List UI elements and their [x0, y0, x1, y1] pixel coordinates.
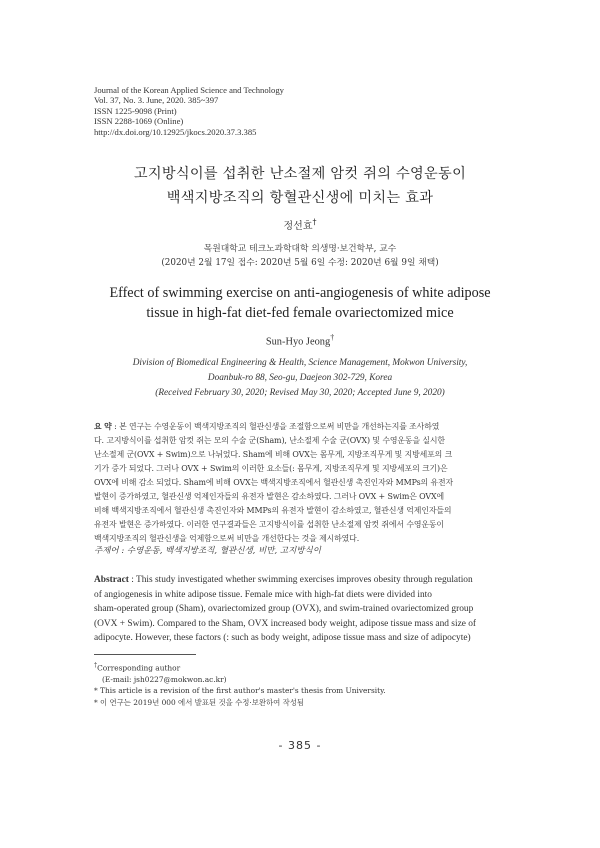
korean-author-name: 정선효 [283, 221, 313, 232]
english-affiliation-line-1: Division of Biomedical Engineering & Health, Science Management, Mokwon University, [132, 358, 468, 368]
korean-abstract-line: 난소절제 군(OVX + Swim)으로 나뉘었다. Sham에 비해 OVX는 몸무게, 지방조직무게 및 지방세포의 크 [94, 450, 453, 459]
english-title-line-1: Effect of swimming exercise on anti-angiogenesis of white adipose [109, 285, 491, 301]
english-affiliation [0, 356, 600, 401]
english-author [0, 333, 600, 347]
english-abstract-line: (OVX + Swim). Compared to the Sham, OVX increased body weight, adipose tissue mass and size of [94, 618, 477, 629]
korean-title [60, 162, 540, 210]
journal-issn-print: ISSN 1225-9098 (Print) [94, 105, 177, 116]
english-dates-line: (Received February 30, 2020; Revised May 30, 2020; Accepted June 9, 2020) [155, 388, 445, 398]
english-abstract-line: sham-operated group (Sham), ovariectomized group (OVX), and swim-trained ovariectomized group [94, 604, 474, 614]
korean-affiliation-line-1: 목원대학교 테크노과학대학 의생명·보건학부, 교수 [203, 244, 397, 254]
korean-abstract-line: 백색지방조직의 혈관신생을 억제함으로써 비만을 개선한다는 것을 제시하였다. [94, 534, 360, 543]
footnotes [94, 660, 386, 708]
english-title [40, 283, 560, 323]
corresponding-author-label: Corresponding author [97, 663, 181, 673]
english-author-mark: † [330, 333, 335, 342]
english-author-name: Sun-Hyo Jeong [265, 336, 331, 348]
korean-abstract-line: 비해 백색지방조직에서 혈관신생 촉진인자와 MMPs의 유전자 발현이 감소하였고, 혈관신생 억제인자들의 [94, 506, 452, 515]
journal-header [94, 85, 284, 137]
korean-title-line-1: 고지방식이를 섭취한 난소절제 암컷 쥐의 수영운동이 [133, 166, 467, 182]
korean-abstract-label: 요 약 [94, 422, 112, 431]
journal-name: Journal of the Korean Applied Science and Technology [94, 85, 284, 95]
korean-abstract-line: 유전자 발현은 증가하였다. 이러한 연구결과들은 고지방식이를 섭취한 난소절제 암컷 쥐에서 수영운동이 [94, 520, 444, 529]
english-title-line-2: tissue in high-fat diet-fed female ovariectomized mice [146, 305, 454, 321]
journal-issn-online: ISSN 2288-1069 (Online) [94, 116, 184, 127]
english-abstract-line: adipocyte. However, these factors (: such as body weight, adipose tissue mass and size of adipocyte) [94, 633, 471, 643]
korean-affiliation [0, 242, 600, 270]
journal-doi: http://dx.doi.org/10.12925/jkocs.2020.37.3.385 [94, 126, 257, 137]
footnote-thesis-english: * This article is a revision of the first author's master's thesis from University. [94, 686, 386, 696]
korean-abstract-line: : 본 연구는 수영운동이 백색지방조직의 혈관신생을 조절함으로써 비만을 개선하는지를 조사하였 [111, 422, 440, 431]
korean-abstract-line: 발현이 증가하였고, 혈관신생 억제인자들의 유전자 발현은 감소하였다. 그러나 OVX + Swim은 OVX에 [94, 492, 445, 501]
footnote-thesis-korean: * 이 연구는 2019년 000 에서 발표된 것을 수정·보완하여 작성됨 [94, 697, 305, 707]
english-abstract-line: : This study investigated whether swimming exercises improves obesity through regulation [128, 575, 473, 585]
korean-author [0, 217, 600, 232]
korean-abstract-line: 기가 증가 되었다. 그러나 OVX + Swim의 이러한 요소들(: 몸무게, 지방조직무게 및 지방세포의 크기)은 [94, 464, 448, 473]
english-abstract-line: of angiogenesis in white adipose tissue. Female mice with high-fat diets were divided into [94, 589, 432, 600]
korean-abstract [94, 420, 518, 546]
korean-abstract-line: 다. 고지방식이를 섭취한 암컷 쥐는 모의 수술 군(Sham), 난소절제 수술 군(OVX) 및 수영운동을 실시한 [94, 436, 445, 445]
korean-title-line-2: 백색지방조직의 항혈관신생에 미치는 효과 [166, 190, 434, 206]
english-abstract [94, 573, 518, 646]
korean-author-mark: † [312, 217, 317, 227]
footnote-divider [94, 654, 196, 655]
page-number: - 385 - [278, 739, 322, 752]
corresponding-email[interactable]: (E-mail: jsh0227@mokwon.ac.kr) [102, 674, 227, 684]
english-abstract-label: Abstract [94, 575, 129, 585]
korean-keywords: 주제어 : 수영운동, 백색지방조직, 혈관신생, 비만, 고지방식이 [94, 546, 321, 556]
korean-dates-line: (2020년 2월 17일 접수: 2020년 5월 6일 수정: 2020년 6월 9일 채택) [161, 258, 439, 268]
journal-volume: Vol. 37, No. 3. June, 2020. 385~397 [94, 95, 219, 106]
korean-abstract-line: OVX에 비해 감소 되었다. Sham에 비해 OVX는 백색지방조직에서 혈관신생 촉진인자와 MMPs의 유전자 [94, 478, 454, 487]
corresponding-mark: † [94, 662, 98, 669]
english-affiliation-line-2: Doanbuk-ro 88, Seo-gu, Daejeon 302-729, Korea [207, 373, 393, 383]
